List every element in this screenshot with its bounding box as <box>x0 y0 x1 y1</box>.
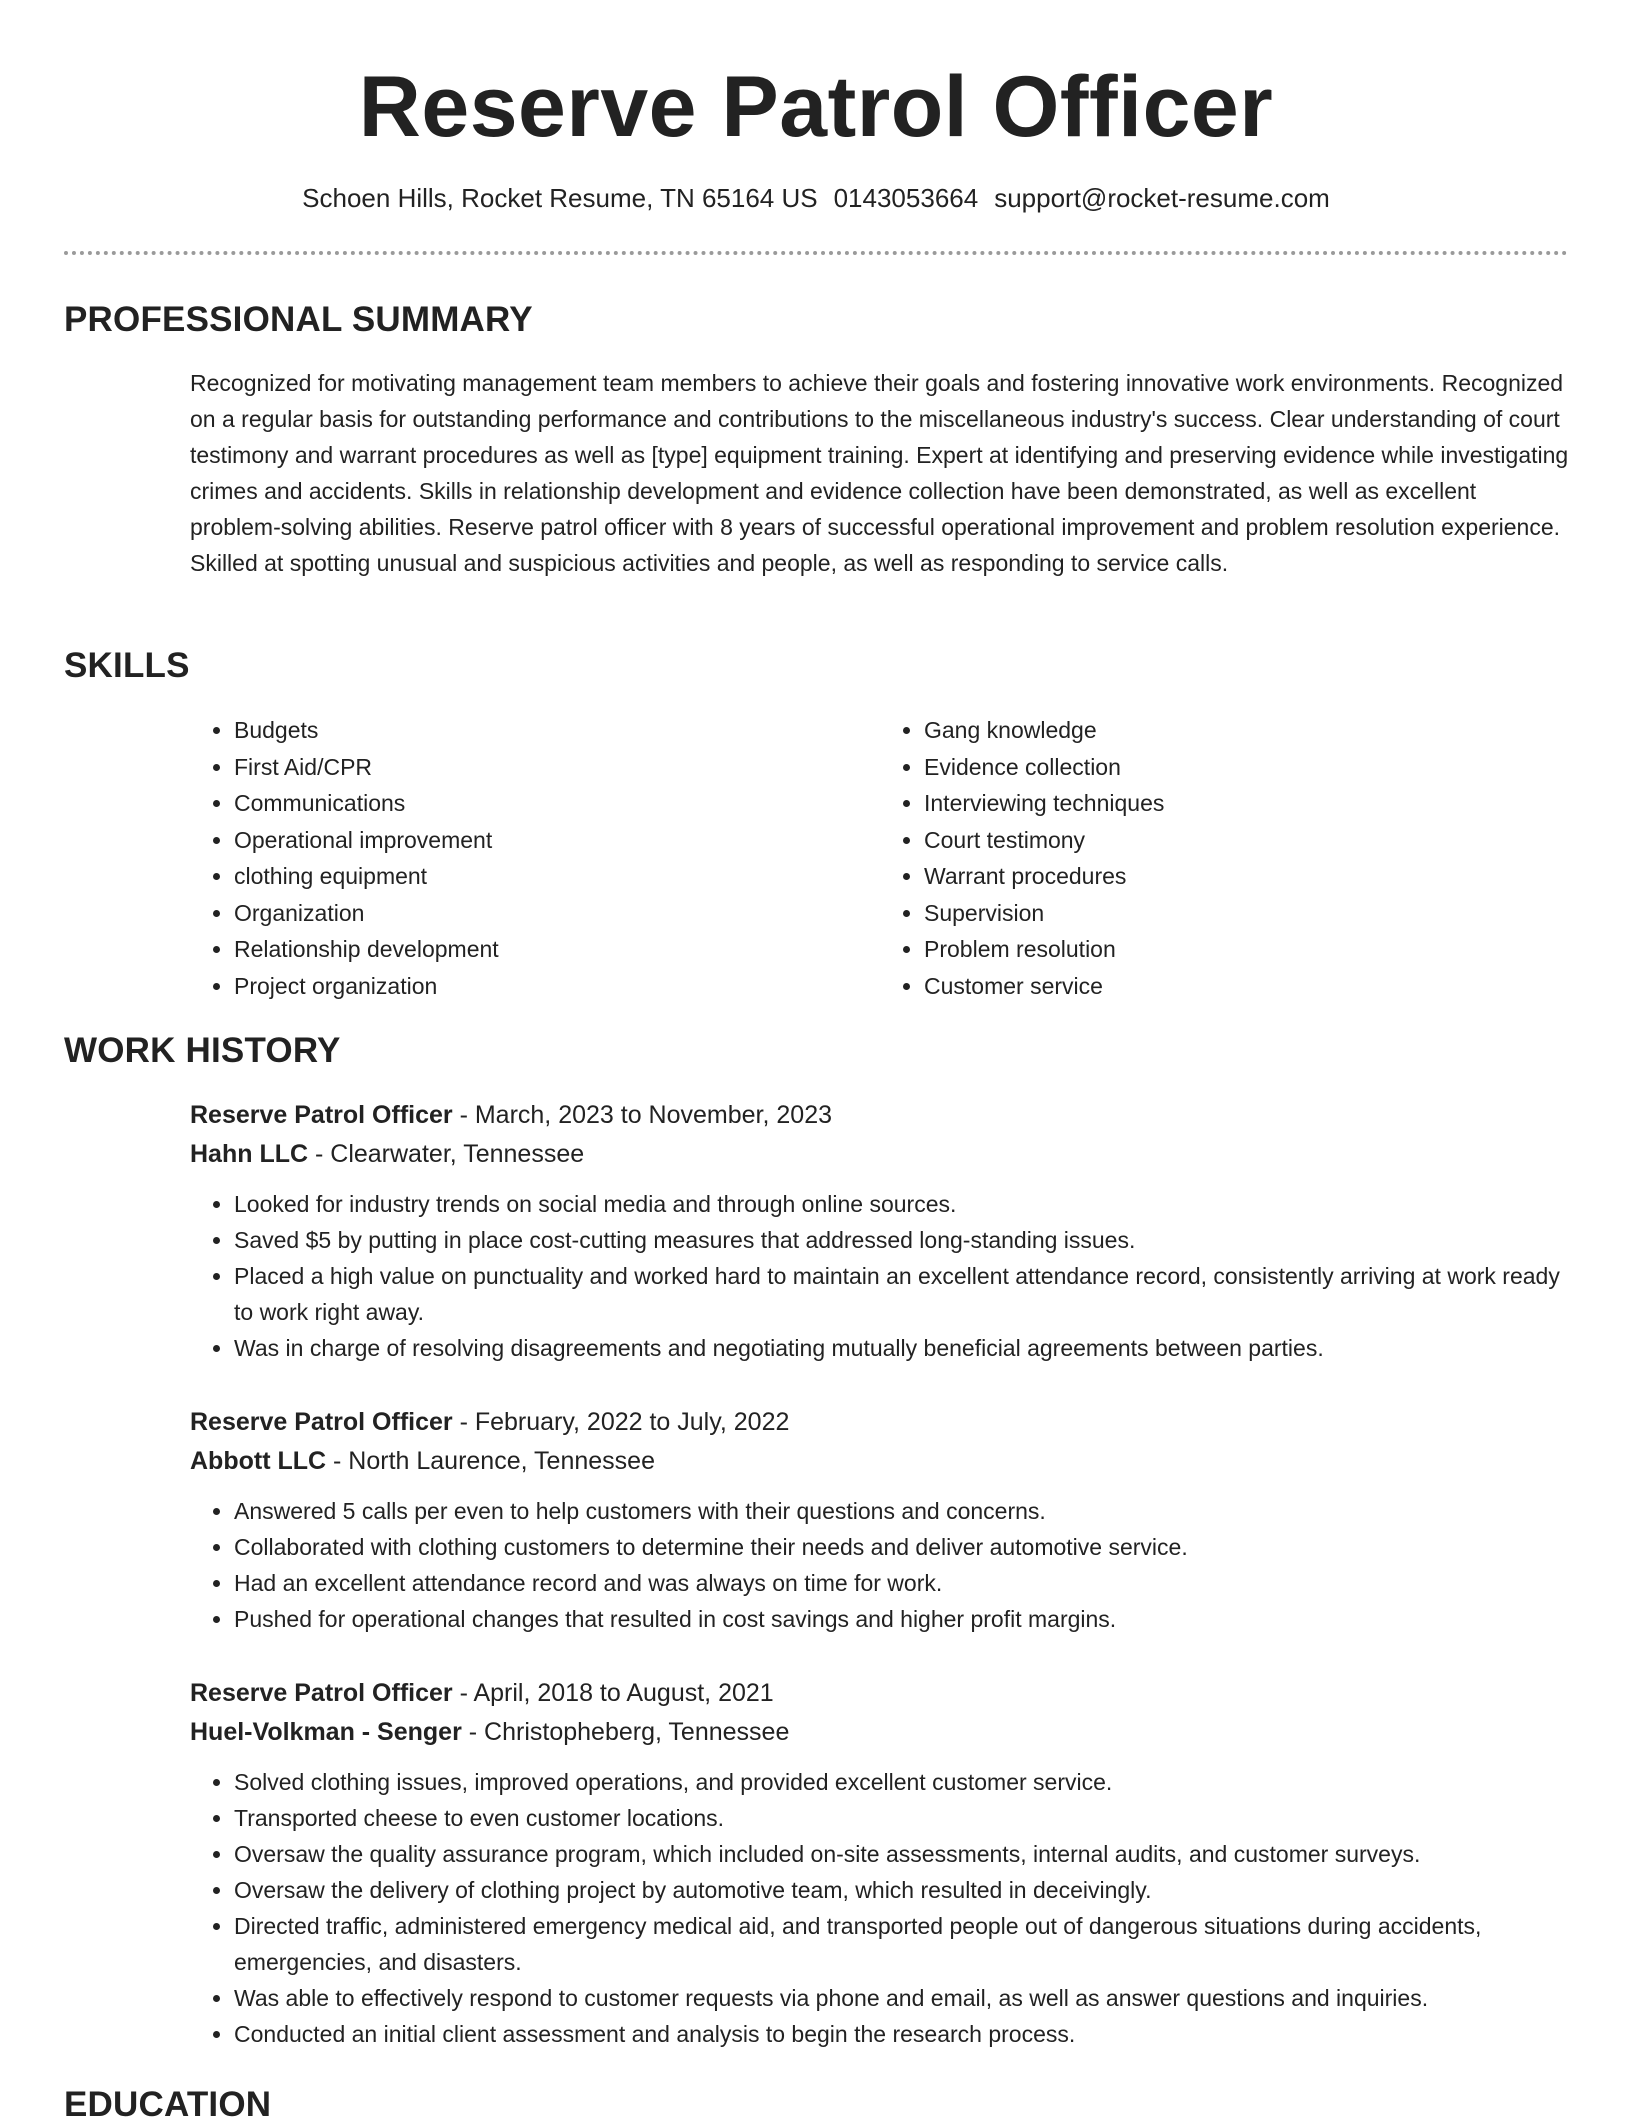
job-location: - North Laurence, Tennessee <box>326 1447 655 1475</box>
job-bullet: • Looked for industry trends on social media and through online sources. <box>234 1186 1570 1222</box>
job-entry <box>190 1674 1570 2052</box>
summary-text: Recognized for motivating management team members to achieve their goals and fostering innovative work environments. Recognized on a regular basis for outstanding performance and contributions to the miscellaneous industry's success. Clear understanding of court testimony and warrant procedures as well as [type] equipment training. Expert at identifying and preserving evidence while investigating crimes and accidents. Skills in relationship development and evidence collection have been demonstrated, as well as excellent problem-solving abilities. Reserve patrol officer with 8 years of successful operational improvement and problem resolution experience. Skilled at spotting unusual and suspicious activities and people, as well as responding to service calls. <box>190 370 1569 576</box>
job-dates: - February, 2022 to July, 2022 <box>452 1408 790 1436</box>
job-bullet: • Answered 5 calls per even to help customers with their questions and concerns. <box>234 1493 1570 1529</box>
job-company-line <box>190 1135 1570 1174</box>
section-title-work-history: WORK HISTORY <box>64 1031 341 1070</box>
job-company: Hahn LLC <box>190 1140 309 1168</box>
job-bullets <box>190 1493 1570 1637</box>
job-bullets <box>190 1764 1570 2052</box>
skill-item: • Operational improvement <box>234 822 880 859</box>
skills-column-left <box>190 712 880 1004</box>
skill-item: • Warrant procedures <box>924 858 1570 895</box>
section-title-education: EDUCATION <box>64 2085 272 2124</box>
job-company: Abbott LLC <box>190 1447 327 1475</box>
job-location: - Clearwater, Tennessee <box>308 1140 585 1168</box>
skill-item: • Interviewing techniques <box>924 785 1570 822</box>
job-bullet: • Saved $5 by putting in place cost-cutting measures that addressed long-standing issues. <box>234 1222 1570 1258</box>
job-bullet: • Was in charge of resolving disagreements and negotiating mutually beneficial agreements between parties. <box>234 1330 1570 1366</box>
job-bullet: • Placed a high value on punctuality and worked hard to maintain an excellent attendance record, consistently arriving at work ready to work right away. <box>234 1258 1570 1330</box>
skill-item: • Problem resolution <box>924 931 1570 968</box>
skill-item: • Relationship development <box>234 931 880 968</box>
skill-item: • Supervision <box>924 895 1570 932</box>
skill-item: • First Aid/CPR <box>234 749 880 786</box>
job-bullet: • Had an excellent attendance record and was always on time for work. <box>234 1565 1570 1601</box>
job-company-line <box>190 1713 1570 1752</box>
skill-item: • Project organization <box>234 968 880 1005</box>
job-dates: - April, 2018 to August, 2021 <box>452 1679 774 1707</box>
job-title-line <box>190 1403 1570 1442</box>
job-entry <box>190 1403 1570 1637</box>
contact-address: Schoen Hills, Rocket Resume, TN 65164 US <box>302 183 818 213</box>
job-bullets <box>190 1186 1570 1366</box>
job-location: - Christopheberg, Tennessee <box>461 1718 790 1746</box>
skill-item: • Organization <box>234 895 880 932</box>
contact-email: support@rocket-resume.com <box>994 183 1330 213</box>
skill-item: • Evidence collection <box>924 749 1570 786</box>
resume-name: Reserve Patrol Officer <box>358 59 1274 155</box>
job-bullet: • Conducted an initial client assessment and analysis to begin the research process. <box>234 2016 1570 2052</box>
job-title-line <box>190 1674 1570 1713</box>
skills-column-right <box>880 712 1570 1004</box>
job-dates: - March, 2023 to November, 2023 <box>452 1101 832 1129</box>
job-company-line <box>190 1442 1570 1481</box>
section-title-summary: PROFESSIONAL SUMMARY <box>64 300 533 339</box>
skill-item: • Gang knowledge <box>924 712 1570 749</box>
job-entry <box>190 1096 1570 1366</box>
job-title: Reserve Patrol Officer <box>190 1408 453 1436</box>
header-divider <box>64 251 1568 255</box>
skill-item: • Budgets <box>234 712 880 749</box>
job-bullet: • Oversaw the quality assurance program, which included on-site assessments, internal audits, and customer surveys. <box>234 1836 1570 1872</box>
skill-item: • clothing equipment <box>234 858 880 895</box>
job-bullet: • Directed traffic, administered emergency medical aid, and transported people out of dangerous situations during accidents, emergencies, and disasters. <box>234 1908 1570 1980</box>
job-title: Reserve Patrol Officer <box>190 1679 453 1707</box>
skill-item: • Communications <box>234 785 880 822</box>
skill-item: • Court testimony <box>924 822 1570 859</box>
job-bullet: • Pushed for operational changes that resulted in cost savings and higher profit margins. <box>234 1601 1570 1637</box>
job-bullet: • Solved clothing issues, improved operations, and provided excellent customer service. <box>234 1764 1570 1800</box>
job-bullet: • Oversaw the delivery of clothing project by automotive team, which resulted in deceivingly. <box>234 1872 1570 1908</box>
job-bullet: • Was able to effectively respond to customer requests via phone and email, as well as answer questions and inquiries. <box>234 1980 1570 2016</box>
job-bullet: • Collaborated with clothing customers to determine their needs and deliver automotive service. <box>234 1529 1570 1565</box>
job-title-line <box>190 1096 1570 1135</box>
skill-item: • Customer service <box>924 968 1570 1005</box>
skills-list <box>190 712 1570 1004</box>
contact-line <box>0 180 1632 216</box>
job-title: Reserve Patrol Officer <box>190 1101 453 1129</box>
section-title-skills: SKILLS <box>64 646 190 685</box>
contact-phone: 0143053664 <box>833 183 979 213</box>
job-bullet: • Transported cheese to even customer locations. <box>234 1800 1570 1836</box>
job-company: Huel-Volkman - Senger <box>190 1718 462 1746</box>
